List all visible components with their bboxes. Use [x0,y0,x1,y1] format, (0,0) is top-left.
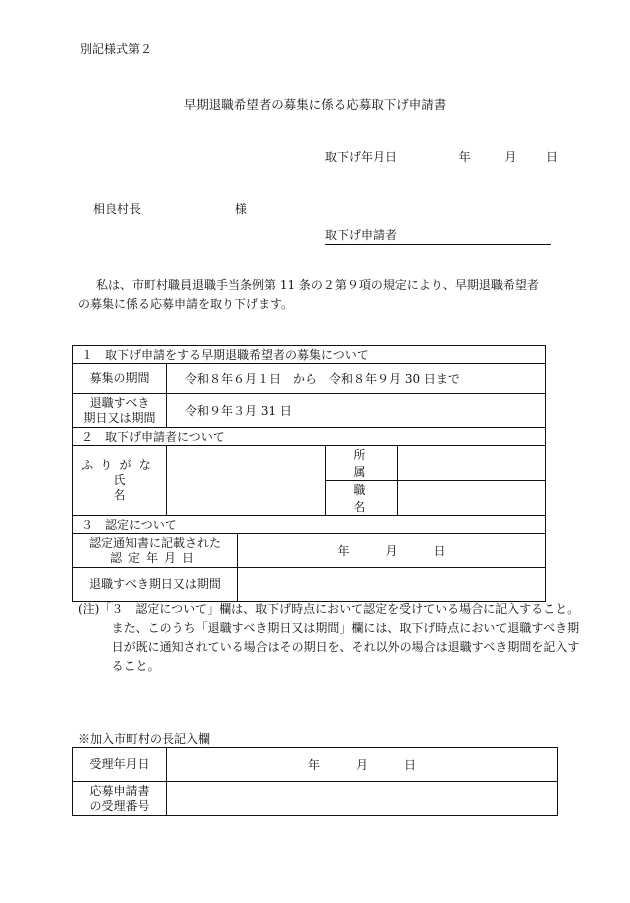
mayor-table [72,747,558,816]
position-label: 職名 [326,481,398,516]
name-input-cell[interactable] [167,446,326,516]
withdrawal-date-day[interactable]: 日 [546,150,559,164]
affiliation-label: 所属 [326,446,398,481]
received-date-label: 受理年月日 [73,748,167,782]
furigana-label: ふりがな [81,458,158,472]
section1-heading: １ 取下げ申請をする早期退職希望者の募集について [73,346,546,364]
receipt-number-label [73,782,167,816]
retirement-date-value: 令和９年３月 31 日 [167,394,546,428]
addressee [93,200,247,217]
certification-date-label [73,534,238,568]
receipt-number-input-cell[interactable] [167,782,558,816]
received-date-value[interactable]: 年 月 日 [167,748,558,782]
recruitment-period-value: 令和８年６月１日 から 令和８年９月 30 日まで [167,364,546,394]
withdrawal-date-year[interactable]: 年 [458,150,471,164]
withdrawal-date-row [325,148,558,165]
document-title: 早期退職希望者の募集に係る応募取下げ申請書 [183,97,447,112]
form-code: 別記様式第２ [80,42,153,56]
name-label-cell [73,446,167,516]
application-table [72,345,546,602]
certification-date-label-line1: 認定通知書に記載された [88,535,221,550]
addressee-honorific: 様 [234,202,247,216]
name-label: 氏名 [113,473,152,502]
certification-date-label-line2: 認定年月日 [109,550,200,565]
retirement-date-label-line2: 期日又は期間 [83,410,156,425]
note-text: (注)「３ 認定について」欄は、取下げ時点において認定を受けている場合に記入すること。また、このうち「退職すべき期日又は期間」欄には、取下げ時点において退職すべき期日が既に通知されている場合はその期日を、それ以外の場合は退職すべき期間を記入すること。 [78,602,580,673]
retirement-date-label [73,394,167,428]
certified-retirement-label: 退職すべき期日又は期間 [73,568,238,602]
addressee-name: 相良村長 [93,202,142,216]
withdrawal-date-label: 取下げ年月日 [325,150,398,164]
body-text: 私は、市町村職員退職手当条例第 11 条の２第９項の規定により、早期退職希望者の募集に係る応募申請を取り下げます。 [78,278,539,311]
section2-heading: ２ 取下げ申請者について [73,428,546,446]
retirement-date-label-line1: 退職すべき [89,395,150,410]
mayor-section-title: ※加入市町村の長記入欄 [78,732,211,746]
section3-heading: ３ 認定について [73,516,546,534]
receipt-number-label-line1: 応募申請書 [89,783,150,798]
certified-retirement-input-cell[interactable] [238,568,546,602]
applicant-label: 取下げ申請者 [325,228,398,242]
certification-date-value[interactable]: 年 月 日 [238,534,546,568]
applicant-field[interactable] [325,226,551,245]
recruitment-period-label: 募集の期間 [73,364,167,394]
affiliation-input-cell[interactable] [398,446,546,481]
receipt-number-label-line2: の受理番号 [89,798,150,813]
withdrawal-date-month[interactable]: 月 [504,150,517,164]
position-input-cell[interactable] [398,481,546,516]
